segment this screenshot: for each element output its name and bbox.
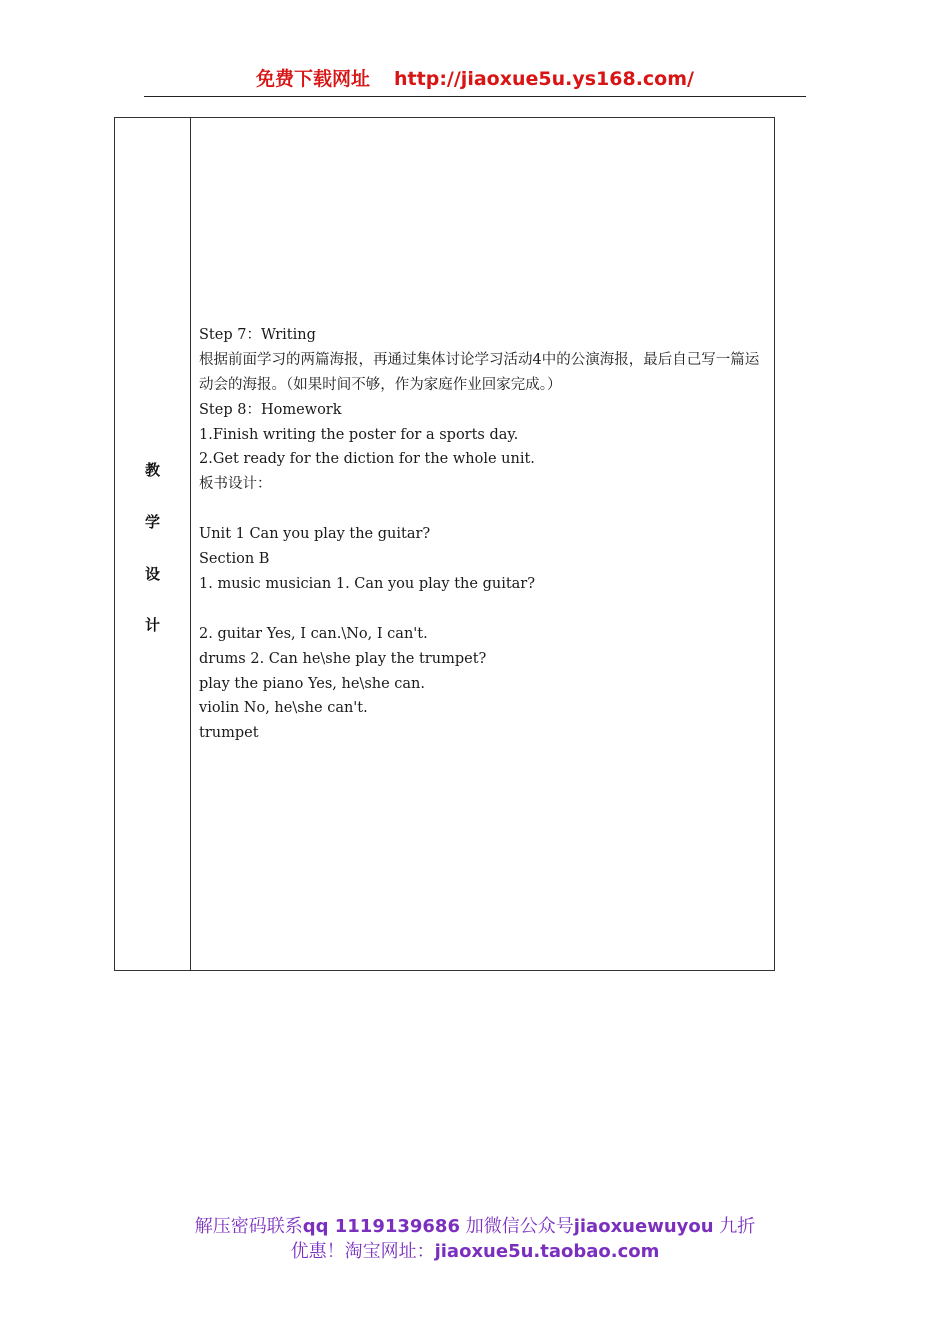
blank-line bbox=[199, 497, 769, 522]
footer-text: 优惠！淘宝网址： bbox=[290, 1241, 435, 1262]
board-line-4: play the piano Yes, he\she can. bbox=[199, 675, 426, 692]
board-design-heading: 板书设计： bbox=[199, 476, 272, 493]
homework-item-1: 1.Finish writing the poster for a sports day. bbox=[199, 426, 519, 443]
header-label: 免费下载网址 bbox=[256, 68, 371, 90]
blank-line bbox=[199, 597, 769, 622]
unit-title: Unit 1 Can you play the guitar? bbox=[199, 526, 431, 543]
footer-wechat: jiaoxuewuyou bbox=[573, 1216, 714, 1237]
side-label-char-3: 设 bbox=[144, 565, 160, 583]
board-line-2: 2. guitar Yes, I can.\No, I can't. bbox=[199, 625, 428, 642]
side-label-char-4: 计 bbox=[144, 616, 160, 634]
footer-text: 解压密码联系 bbox=[194, 1216, 303, 1237]
footer-text: 九折 bbox=[713, 1216, 756, 1237]
header-url-link[interactable]: http://jiaoxue5u.ys168.com/ bbox=[394, 68, 694, 90]
page-header bbox=[144, 66, 806, 97]
section-title: Section B bbox=[199, 551, 270, 568]
footer-text: 加微信公众号 bbox=[459, 1216, 574, 1237]
footer-qq: qq 1119139686 bbox=[302, 1216, 460, 1237]
step7-heading: Step 7：Writing bbox=[199, 327, 316, 343]
footer-line-1 bbox=[130, 1214, 820, 1239]
homework-item-2: 2.Get ready for the diction for the whole unit. bbox=[199, 451, 535, 468]
step8-heading: Step 8：Homework bbox=[199, 401, 342, 418]
footer-taobao-link[interactable]: jiaoxue5u.taobao.com bbox=[434, 1241, 660, 1262]
board-line-1: 1. music musician 1. Can you play the guitar? bbox=[199, 575, 536, 592]
side-label-char-1: 教 bbox=[144, 461, 160, 479]
column-divider bbox=[190, 118, 191, 970]
board-line-3: drums 2. Can he\she play the trumpet? bbox=[199, 650, 487, 667]
lesson-table bbox=[114, 117, 775, 971]
page-footer bbox=[130, 1214, 820, 1264]
board-line-5: violin No, he\she can't. bbox=[199, 700, 368, 717]
side-label-char-2: 学 bbox=[144, 513, 160, 531]
board-line-6: trumpet bbox=[199, 725, 259, 742]
lesson-content bbox=[199, 323, 769, 746]
step7-instructions: 根据前面学习的两篇海报，再通过集体讨论学习活动4中的公演海报，最后自己写一篇运动会的海报。（如果时间不够，作为家庭作业回家完成。） bbox=[199, 351, 760, 393]
footer-line-2 bbox=[130, 1239, 820, 1264]
